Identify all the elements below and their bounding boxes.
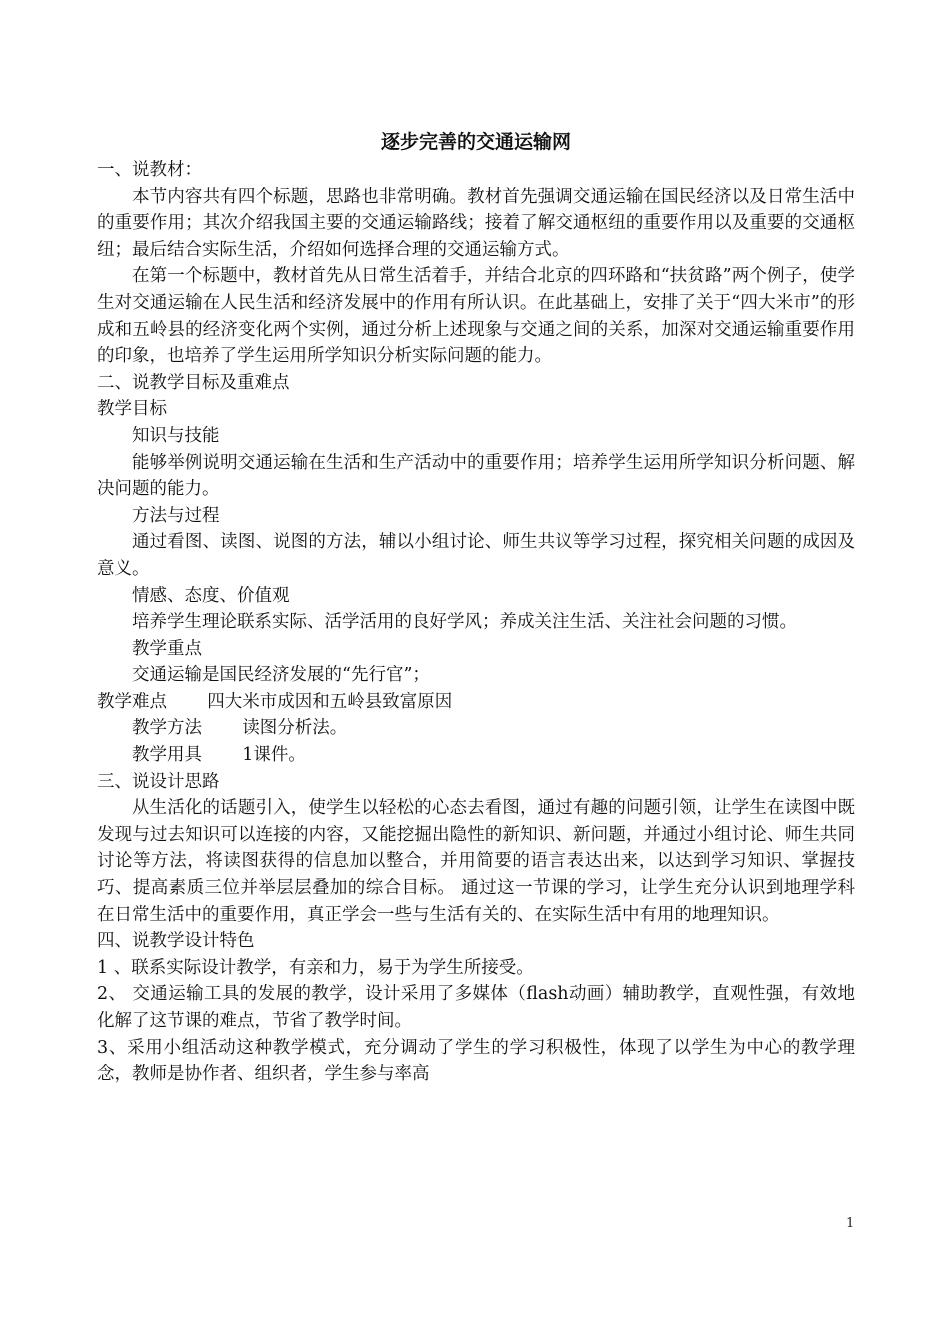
page-number: 1 [846, 1216, 855, 1231]
teaching-goals-label: 教学目标 [97, 399, 167, 420]
difficulty-line [97, 689, 855, 716]
teaching-method-label: 教学方法 [132, 718, 202, 739]
teaching-method-text: 读图分析法。 [242, 718, 348, 739]
method-process-text: 通过看图、读图、说图的方法，辅以小组讨论、师生共议等学习过程，探究相关问题的成因及意义。 [97, 532, 855, 579]
section-3-paragraph: 从生活化的话题引入，使学生以轻松的心态去看图，通过有趣的问题引领，让学生在读图中既发现与过去知识可以连接的内容，又能挖掘出隐性的新知识、新问题，并通过小组讨论、师生共同讨论等方法，将读图获得的信息加以整合，并用简要的语言表达出来，以达到学习知识、掌握技巧、提高素质三位并举层层叠加的综合目标。 通过这一节课的学习，让学生充分认识到地理学科在日常生活中的重要作用，真正学会一些与生活有关的、在实际生活中有用的地理知识。 [97, 798, 855, 925]
feature-item-1: 1 、联系实际设计教学，有亲和力，易于为学生所接受。 [97, 957, 534, 978]
section-3-heading: 三、说设计思路 [97, 771, 220, 792]
emotion-values-text: 培养学生理论联系实际、活学活用的良好学风；养成关注生活、关注社会问题的习惯。 [132, 612, 797, 633]
teaching-tools-line [97, 742, 855, 769]
knowledge-skills-label: 知识与技能 [132, 425, 220, 446]
section-1-heading: 一、说教材： [97, 160, 202, 180]
knowledge-skills-text: 能够举例说明交通运输在生活和生产活动中的重要作用；培养学生运用所学知识分析问题、解决问题的能力。 [97, 452, 855, 500]
feature-item-3: 3、采用小组活动这种教学模式，充分调动了学生的学习积极性，体现了以学生为中心的教学理念，教师是协作者、组织者，学生参与率高 [97, 1037, 855, 1085]
difficulty-label: 教学难点 [97, 691, 167, 712]
section-1-paragraph-1: 本节内容共有四个标题，思路也非常明确。教材首先强调交通运输在国民经济以及日常生活中的重要作用；其次介绍我国主要的交通运输路线；接着了解交通枢纽的重要作用以及重要的交通枢纽；最后结合实际生活，介绍如何选择合理的交通运输方式。 [97, 186, 855, 260]
key-point-text: 交通运输是国民经济发展的“先行官”； [132, 665, 430, 686]
section-1-paragraph-2: 在第一个标题中，教材首先从日常生活着手，并结合北京的四环路和“扶贫路”两个例子，使学生对交通运输在人民生活和经济发展中的作用有所认识。在此基础上，安排了关于“四大米市”的形成和五岭县的经济变化两个实例，通过分析上述现象与交通之间的关系，加深对交通运输重要作用的印象，也培养了学生运用所学知识分析实际问题的能力。 [97, 266, 855, 367]
method-process-label: 方法与过程 [132, 505, 220, 526]
difficulty-text: 四大米市成因和五岭县致富原因 [207, 691, 453, 712]
teaching-method-line [97, 715, 855, 742]
section-2-heading: 二、说教学目标及重难点 [97, 372, 290, 393]
document-title: 逐步完善的交通运输网 [380, 131, 571, 153]
teaching-tools-text: 1课件。 [242, 745, 306, 766]
key-point-label: 教学重点 [132, 638, 202, 659]
emotion-values-label: 情感、态度、价值观 [132, 585, 290, 606]
document-page [97, 127, 855, 1088]
feature-item-2: 2、 交通运输工具的发展的教学，设计采用了多媒体（flash动画）辅助教学，直观性强，有效地化解了这节课的难点，节省了教学时间。 [97, 984, 855, 1031]
teaching-tools-label: 教学用具 [132, 745, 202, 766]
section-4-heading: 四、说教学设计特色 [97, 931, 255, 952]
